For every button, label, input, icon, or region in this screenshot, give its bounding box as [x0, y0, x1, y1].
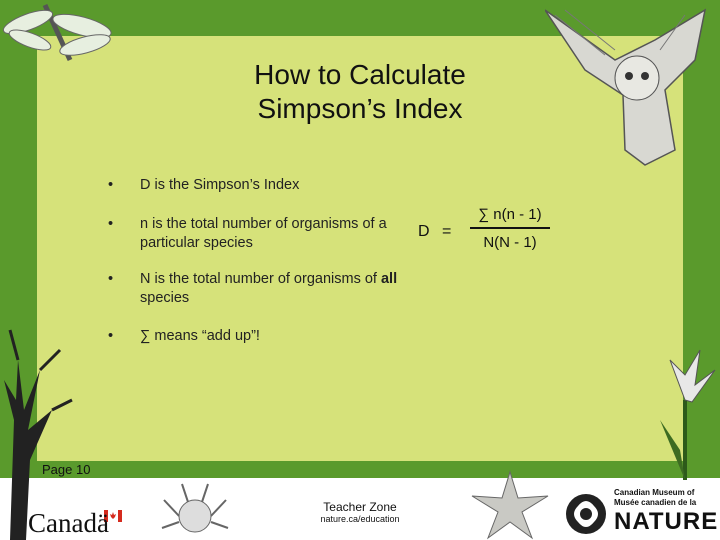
definition-text: ∑ means “add up”! [140, 328, 260, 344]
bold-term: all [380, 271, 398, 287]
teacher-zone-label: Teacher Zone [323, 500, 397, 514]
owl-icon [545, 0, 720, 170]
list-item [108, 176, 408, 195]
museum-name-en: Canadian Museum of [614, 488, 695, 497]
fraction-bar [470, 227, 550, 229]
bullet-icon: • [108, 271, 114, 287]
list-item [108, 215, 408, 253]
bullet-icon: • [108, 328, 114, 344]
title-line-2: Simpson’s Index [257, 93, 463, 124]
formula-numerator: ∑ n(n - 1) [478, 206, 542, 223]
bullet-icon: • [108, 216, 114, 232]
museum-name-nature: NATURE [614, 508, 719, 535]
page-number: Page 10 [42, 462, 91, 477]
definition-text: is the total number of organisms of a particular species [140, 216, 387, 251]
teacher-zone-url[interactable]: nature.ca/education [320, 514, 400, 524]
title-line-1: How to Calculate [254, 59, 466, 90]
list-item [108, 270, 408, 308]
bold-term: D [140, 177, 151, 193]
definition-list [108, 176, 408, 346]
dragonfly-icon [0, 0, 120, 70]
museum-logo-icon [564, 492, 608, 536]
teacher-zone [300, 500, 420, 524]
canada-wordmark: Canadä [28, 508, 109, 538]
simpson-formula [418, 206, 558, 266]
crab-icon [160, 478, 230, 540]
list-item [108, 327, 408, 346]
definition-text: species [140, 290, 190, 306]
formula-lhs: D [418, 223, 430, 240]
museum-name-fr: Musée canadien de la [614, 498, 697, 507]
flower-icon [650, 340, 720, 480]
definition-text: is the Simpson’s Index [150, 177, 300, 193]
definition-text: N is the total number of organisms of [140, 271, 381, 287]
formula-denominator: N(N - 1) [483, 234, 537, 251]
museum-logo [564, 488, 720, 538]
formula-equals: = [442, 223, 452, 240]
bullet-icon: • [108, 177, 114, 193]
tree-silhouette-icon [0, 300, 80, 540]
page-title [150, 58, 570, 126]
starfish-icon [470, 470, 550, 540]
bold-term: n [140, 216, 149, 232]
